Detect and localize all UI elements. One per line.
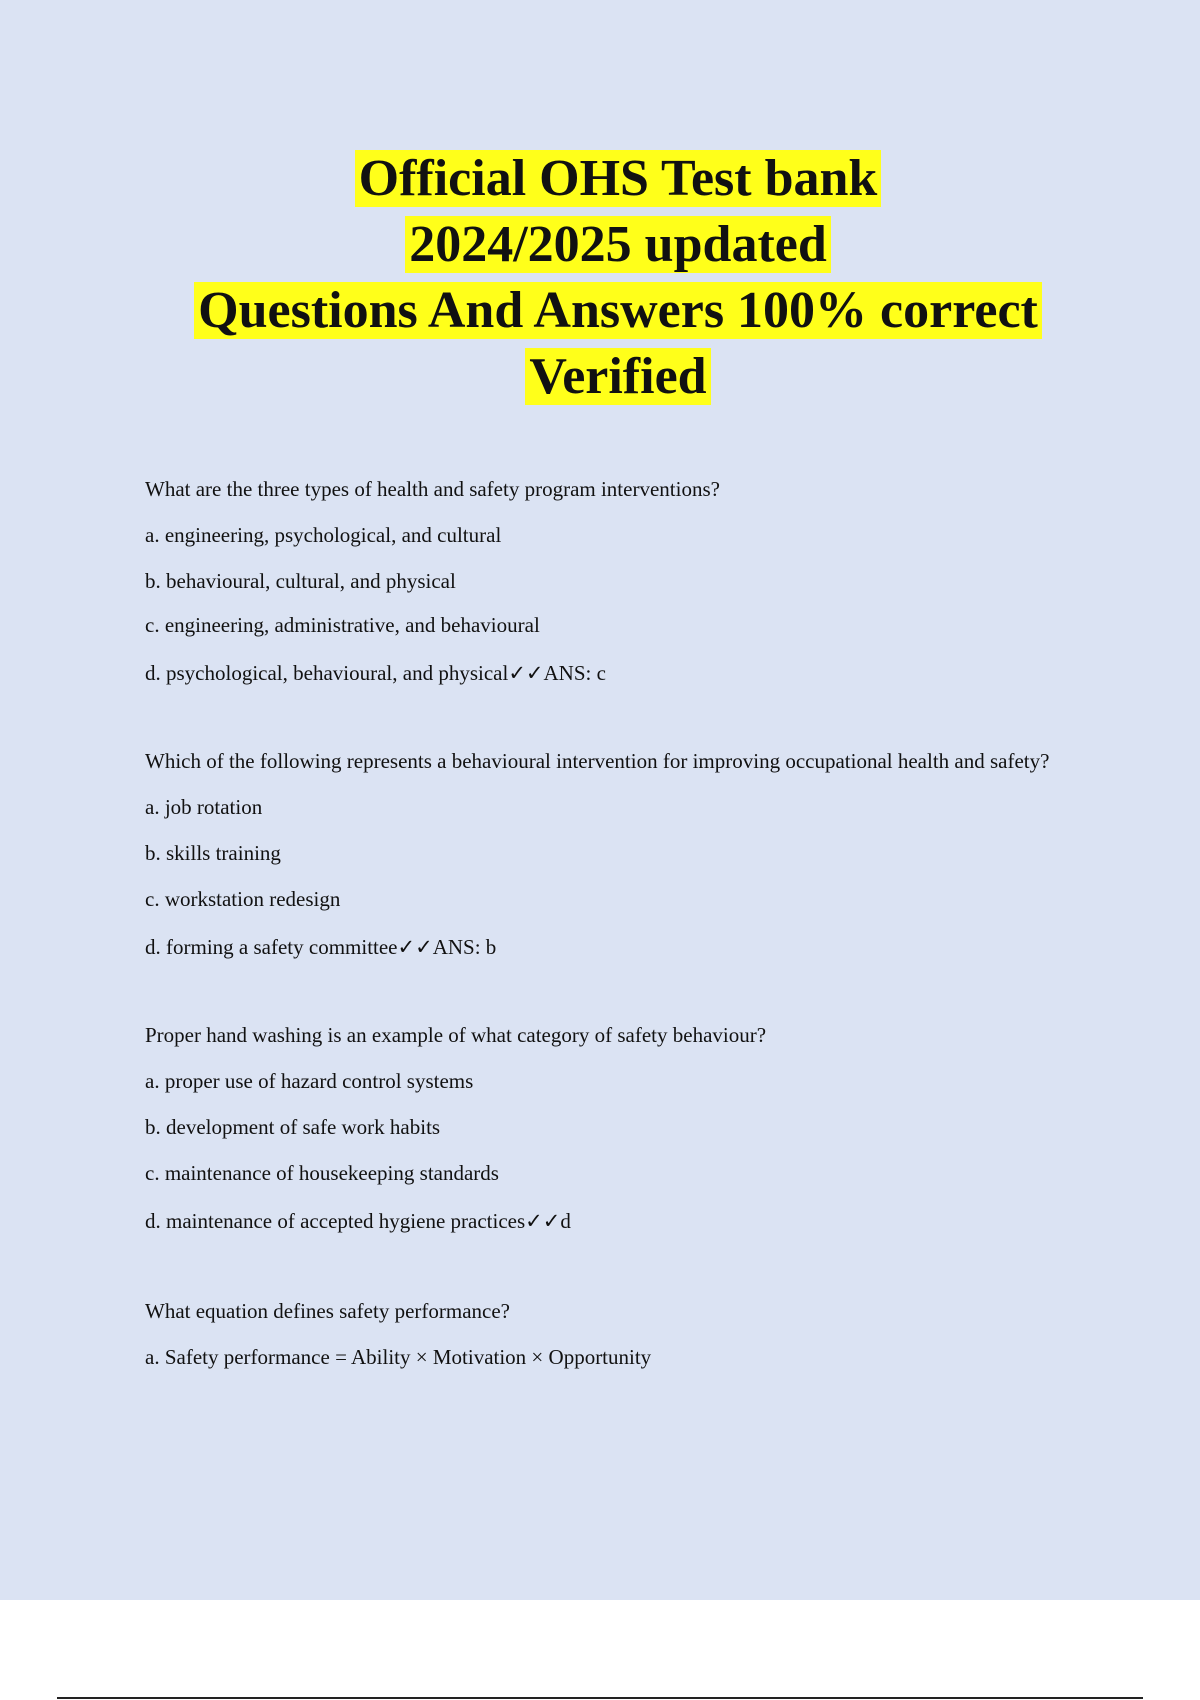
question-text: Which of the following represents a behavioural intervention for improving occupational health and safety? <box>145 749 1050 773</box>
answer-option: c. maintenance of housekeeping standards <box>145 1161 499 1185</box>
question-text: What equation defines safety performance? <box>145 1299 510 1323</box>
title-line: Questions And Answers 100% correct <box>0 280 1200 346</box>
answer-option: d. psychological, behavioural, and physical✓✓ANS: c <box>145 661 606 685</box>
answer-option: c. engineering, administrative, and behavioural <box>145 613 540 637</box>
document-title <box>0 148 1200 412</box>
question-block <box>145 1296 1085 1372</box>
question-text: What are the three types of health and safety program interventions? <box>145 477 720 501</box>
title-line: Verified <box>0 346 1200 412</box>
answer-option: b. behavioural, cultural, and physical <box>145 569 456 593</box>
answer-option: a. engineering, psychological, and cultural <box>145 523 502 547</box>
answer-option: b. development of safe work habits <box>145 1115 441 1139</box>
answer-option: d. forming a safety committee✓✓ANS: b <box>145 935 497 959</box>
answer-option: a. job rotation <box>145 795 263 819</box>
page-divider <box>57 1697 1143 1699</box>
question-block <box>145 1020 1085 1236</box>
question-block <box>145 474 1085 688</box>
answer-option: b. skills training <box>145 841 281 865</box>
question-block <box>145 746 1085 962</box>
answer-option: c. workstation redesign <box>145 887 341 911</box>
title-line: 2024/2025 updated <box>0 214 1200 280</box>
title-line: Official OHS Test bank <box>0 148 1200 214</box>
question-text: Proper hand washing is an example of what category of safety behaviour? <box>145 1023 767 1047</box>
question-list <box>145 474 1085 1388</box>
answer-option: a. Safety performance = Ability × Motivation × Opportunity <box>145 1345 652 1369</box>
answer-option: d. maintenance of accepted hygiene practices✓✓d <box>145 1209 571 1233</box>
answer-option: a. proper use of hazard control systems <box>145 1069 474 1093</box>
